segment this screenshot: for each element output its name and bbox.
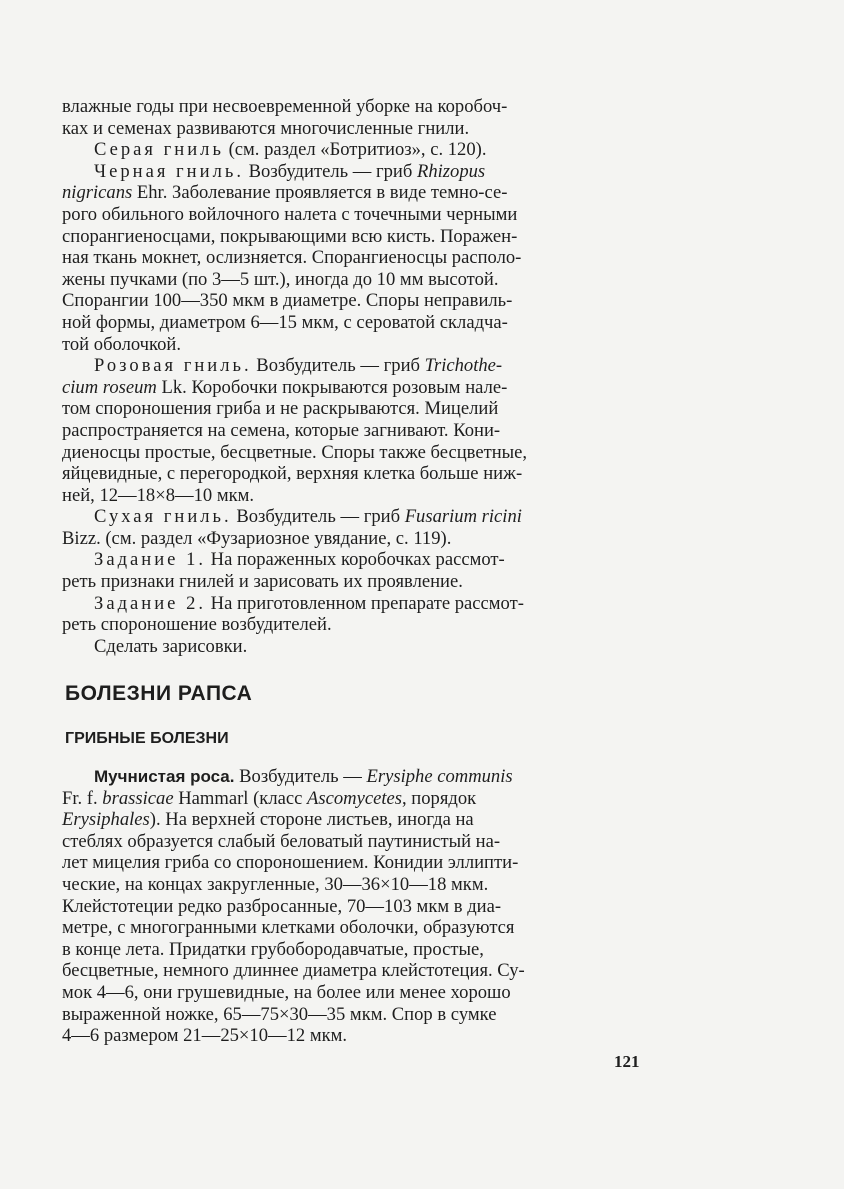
text-span: , порядок xyxy=(402,787,477,809)
pathogen-name: Fusarium ricini xyxy=(404,506,522,528)
sketch-instruction: Сделать зарисовки. xyxy=(94,635,248,657)
text-line: спорангиеносцами, покрывающими всю кисть. Поражен- xyxy=(62,225,518,247)
subsection-heading: ГРИБНЫЕ БОЛЕЗНИ xyxy=(65,730,229,747)
text-span: Ehr. Заболевание проявляется в виде темно-се- xyxy=(132,182,508,204)
text-span: Возбудитель — xyxy=(234,766,367,787)
pathogen-name: cium roseum xyxy=(62,376,157,398)
black-rot-term: Черная гниль. xyxy=(94,160,244,182)
section-heading: БОЛЕЗНИ РАПСА xyxy=(65,682,253,705)
text-line: мок 4—6, они грушевидные, на более или менее хорошо xyxy=(62,981,511,1003)
pathogen-name: Rhizopus xyxy=(416,160,486,182)
text-span: Hammarl (класс xyxy=(173,787,308,809)
task-2-term: Задание 2. xyxy=(94,592,207,614)
text-line: влажные годы при несвоевременной уборке на коробоч- xyxy=(62,96,508,117)
black-rot-line-2 xyxy=(62,182,642,204)
text-block-rots xyxy=(62,96,642,657)
pathogen-name: brassicae xyxy=(102,787,174,809)
text-line: реть признаки гнилей и зарисовать их проявление. xyxy=(62,571,463,593)
dry-rot-term: Сухая гниль. xyxy=(94,506,232,528)
powdery-line-2 xyxy=(62,788,642,810)
text-line: ной формы, диаметром 6—15 мкм, с сероватой складча- xyxy=(62,311,508,333)
page-body xyxy=(62,96,642,657)
text-line: реть спороношение возбудителей. xyxy=(62,614,332,636)
text-line: жены пучками (по 3—5 шт.), иногда до 10 мм высотой. xyxy=(62,268,499,290)
text-span: Возбудитель — гриб xyxy=(251,355,425,377)
pathogen-name: Erysiphe communis xyxy=(366,766,513,787)
text-span: Возбудитель — гриб xyxy=(243,160,417,182)
text-line: яйцевидные, с перегородкой, верхняя клетка больше ниж- xyxy=(62,463,523,485)
pink-rot-term: Розовая гниль. xyxy=(94,355,252,377)
text-line: ная ткань мокнет, ослизняется. Спорангиеносцы располо- xyxy=(62,247,522,269)
pathogen-name: Trichothe- xyxy=(424,355,503,377)
dry-rot-line-1 xyxy=(62,506,642,528)
pink-rot-line-2 xyxy=(62,377,642,399)
text-line: Bizz. (см. раздел «Фузариозное увядание, с. 119). xyxy=(62,527,452,549)
powdery-mildew-section xyxy=(62,766,642,1047)
text-line: стеблях образуется слабый беловатый паутинистый на- xyxy=(62,830,501,852)
text-line: лет мицелия гриба со спороношением. Конидии эллипти- xyxy=(62,852,519,874)
text-line: Клейстотеции редко разбросанные, 70—103 мкм в диа- xyxy=(62,895,502,917)
text-line: выраженной ножке, 65—75×30—35 мкм. Спор в сумке xyxy=(62,1003,497,1025)
taxon-name: Ascomycetes xyxy=(307,787,402,809)
text-line: той оболочкой. xyxy=(62,333,182,355)
text-line: рого обильного войлочного налета с точечными черными xyxy=(62,203,518,225)
grey-rot-rest: (см. раздел «Ботритиоз», с. 120). xyxy=(223,139,487,161)
grey-rot-line xyxy=(62,139,642,161)
powdery-line-3 xyxy=(62,809,642,831)
taxon-name: Erysiphales xyxy=(62,809,150,831)
text-line: в конце лета. Придатки грубобородавчатые, простые, xyxy=(62,938,484,960)
powdery-line-1 xyxy=(62,766,642,788)
black-rot-line-1 xyxy=(62,161,642,183)
pink-rot-line-1 xyxy=(62,355,642,377)
task-1-term: Задание 1. xyxy=(94,549,207,571)
page-number: 121 xyxy=(614,1052,640,1071)
text-line: ческие, на концах закругленные, 30—36×10—18 мкм. xyxy=(62,873,489,895)
text-span: ). На верхней стороне листьев, иногда на xyxy=(149,809,474,831)
pathogen-name: nigricans xyxy=(62,182,133,204)
text-span: На приготовленном препарате рассмот- xyxy=(206,592,524,614)
text-span: Возбудитель — гриб xyxy=(231,506,405,528)
text-line: бесцветные, немного длиннее диаметра клейстотеция. Су- xyxy=(62,960,525,982)
text-line: диеносцы простые, бесцветные. Споры также бесцветные, xyxy=(62,441,528,463)
text-line: ней, 12—18×8—10 мкм. xyxy=(62,484,255,506)
grey-rot-term: Серая гниль xyxy=(94,139,224,161)
text-line: Спорангии 100—350 мкм в диаметре. Споры неправиль- xyxy=(62,290,513,312)
text-line: метре, с многогранными клетками оболочки, образуются xyxy=(62,917,515,939)
text-span: Lk. Коробочки покрываются розовым нале- xyxy=(156,376,508,398)
text-line: распространяется на семена, которые загнивают. Кони- xyxy=(62,419,501,441)
text-line: том спороношения гриба и не раскрываются. Мицелий xyxy=(62,398,499,420)
text-span: Fr. f. xyxy=(62,787,103,809)
text-line: ках и семенах развиваются многочисленные гнили. xyxy=(62,117,470,139)
task-1-line xyxy=(62,549,642,571)
task-2-line xyxy=(62,593,642,615)
text-span: На пораженных коробочках рассмот- xyxy=(206,549,505,571)
text-line: 4—6 размером 21—25×10—12 мкм. xyxy=(62,1025,348,1047)
text-block-powdery xyxy=(62,766,642,1047)
disease-lead: Мучнистая роса. xyxy=(94,767,235,786)
